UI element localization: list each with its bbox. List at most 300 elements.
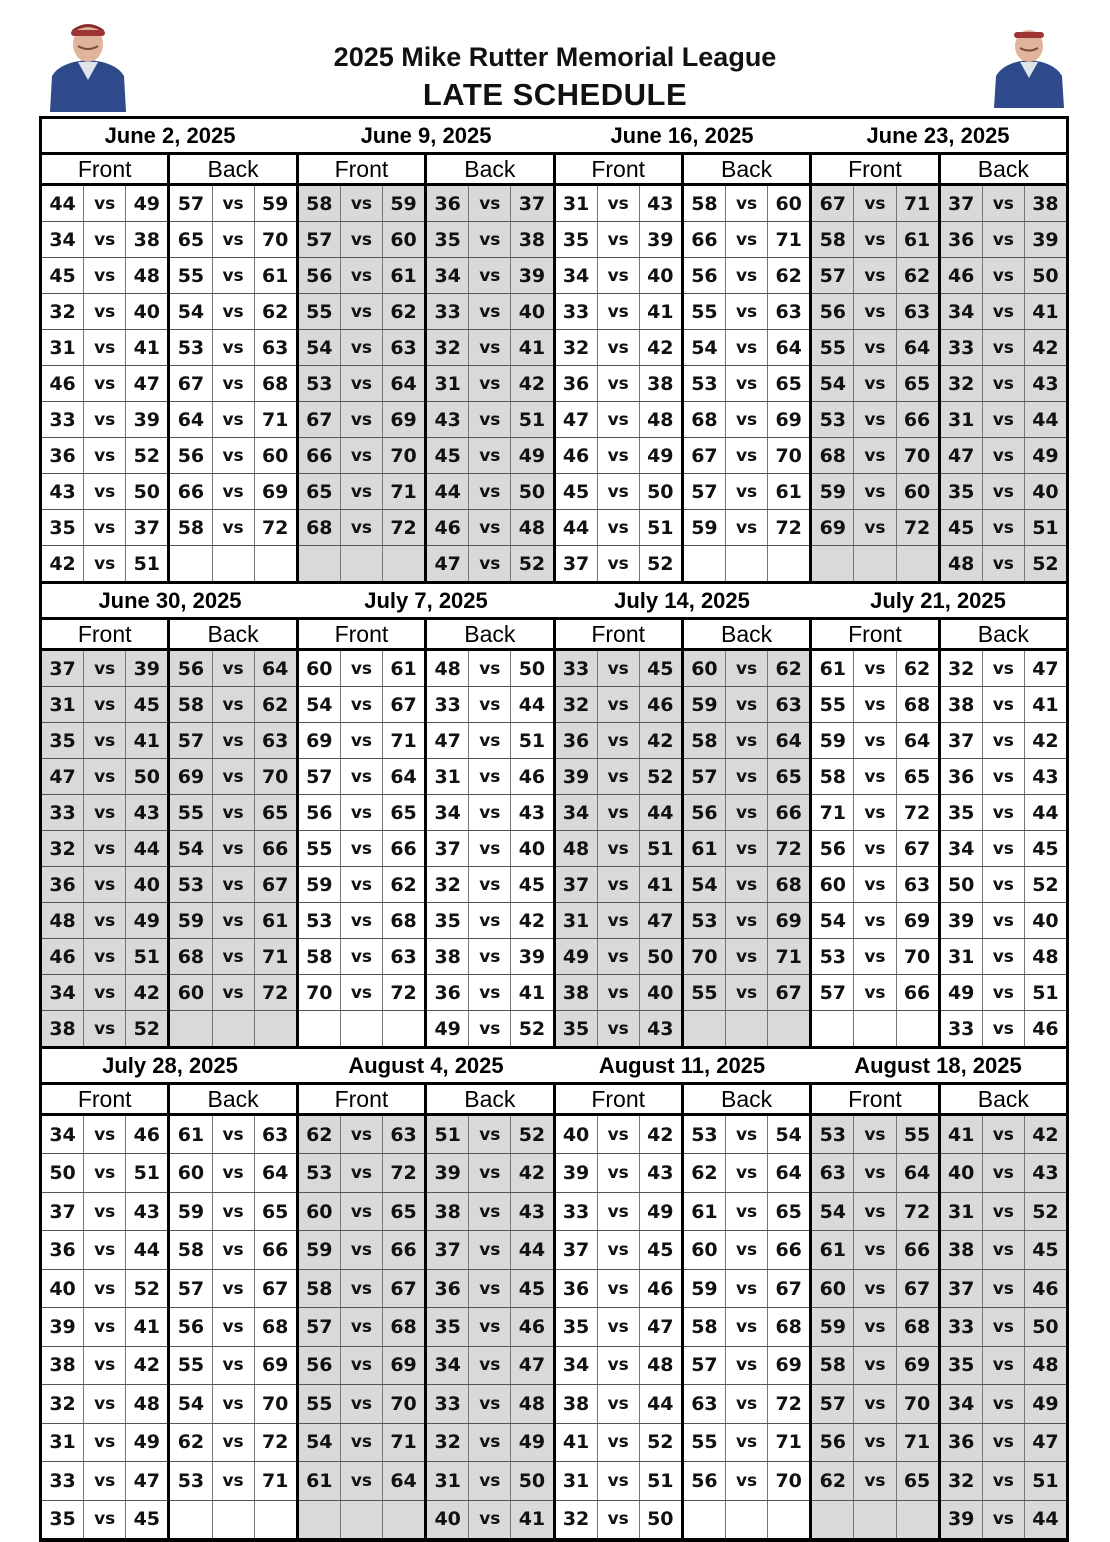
team-a: 58 <box>170 687 212 722</box>
matchup-row <box>684 651 809 687</box>
matchup-row <box>556 1501 681 1538</box>
vs-label: vs <box>213 366 255 401</box>
vs-label: vs <box>726 1347 768 1384</box>
team-b: 70 <box>775 444 802 467</box>
team-b: 47 <box>518 1354 546 1377</box>
team-a: 66 <box>299 438 341 473</box>
vs-label: vs <box>469 1385 511 1422</box>
vs-label: vs <box>726 1462 768 1499</box>
team-b <box>897 1501 938 1538</box>
team-a: 36 <box>42 438 84 473</box>
vs-label: vs <box>213 474 255 509</box>
team-a: 58 <box>299 939 341 974</box>
team-b: 68 <box>903 1315 931 1338</box>
matchup-row <box>684 294 809 330</box>
vs-label: vs <box>726 1308 768 1345</box>
team-a: 58 <box>684 186 726 221</box>
team-a: 49 <box>941 975 983 1010</box>
vs-label: vs <box>598 903 640 938</box>
matchup-row <box>170 1116 295 1154</box>
matchup-row <box>941 1270 1066 1308</box>
team-a: 31 <box>941 402 983 437</box>
matchup-row <box>299 1347 424 1385</box>
team-b: 72 <box>775 516 802 539</box>
matchup-row <box>812 402 937 438</box>
team-a: 38 <box>427 1193 469 1230</box>
vs-label: vs <box>854 651 896 686</box>
team-b: 63 <box>261 336 289 359</box>
vs-label: vs <box>341 1462 383 1499</box>
team-a: 55 <box>170 258 212 293</box>
vs-label: vs <box>726 939 768 974</box>
vs-label: vs <box>84 831 126 866</box>
vs-label: vs <box>983 1116 1025 1153</box>
matchup-row <box>299 723 424 759</box>
team-a: 53 <box>684 903 726 938</box>
team-b: 44 <box>647 801 674 824</box>
team-a: 36 <box>556 1270 598 1307</box>
team-b <box>383 546 424 581</box>
vs-label: vs <box>213 1154 255 1191</box>
matchup-row <box>42 546 167 581</box>
team-a: 39 <box>556 759 598 794</box>
team-a: 34 <box>941 1385 983 1422</box>
matchup-row <box>684 474 809 510</box>
team-a: 60 <box>684 651 726 686</box>
team-b: 68 <box>775 1315 802 1338</box>
matchup-row <box>812 222 937 258</box>
vs-label: vs <box>854 1424 896 1461</box>
vs-label: vs <box>469 510 511 545</box>
vs-label: vs <box>213 1424 255 1461</box>
vs-label: vs <box>469 402 511 437</box>
team-a: 38 <box>556 975 598 1010</box>
matchup-row <box>299 1116 424 1154</box>
matchup-row <box>556 438 681 474</box>
team-b: 41 <box>647 300 674 323</box>
team-a: 33 <box>42 1462 84 1499</box>
team-b: 50 <box>647 1508 674 1531</box>
team-a: 59 <box>170 903 212 938</box>
matchup-row <box>299 1154 424 1192</box>
vs-label: vs <box>84 759 126 794</box>
team-a: 54 <box>170 831 212 866</box>
team-a: 46 <box>42 366 84 401</box>
team-a: 39 <box>941 1501 983 1538</box>
matchup-row <box>299 1501 424 1538</box>
team-b: 48 <box>133 264 161 287</box>
matchup-row <box>556 903 681 939</box>
team-a: 59 <box>170 1193 212 1230</box>
vs-label: vs <box>598 258 640 293</box>
side-label: Back <box>170 620 298 648</box>
vs-label: vs <box>84 1193 126 1230</box>
matchup-row <box>427 1116 552 1154</box>
team-a: 53 <box>170 1462 212 1499</box>
side-label: Back <box>941 1085 1069 1113</box>
team-b: 49 <box>1032 444 1059 467</box>
team-a: 36 <box>556 366 598 401</box>
team-b: 39 <box>133 657 161 680</box>
vs-label: vs <box>598 366 640 401</box>
vs-label: vs <box>213 222 255 257</box>
matchup-row <box>941 258 1066 294</box>
vs-label: vs <box>983 1347 1025 1384</box>
matchup-row <box>427 330 552 366</box>
vs-label <box>854 1011 896 1046</box>
matchup-row <box>941 186 1066 222</box>
matchup-row <box>941 546 1066 581</box>
team-a: 35 <box>941 1347 983 1384</box>
vs-label: vs <box>598 1193 640 1230</box>
team-a: 33 <box>556 651 598 686</box>
matchup-row <box>812 1011 937 1046</box>
team-b <box>255 1011 296 1046</box>
matchup-row <box>684 975 809 1011</box>
vs-label: vs <box>213 1193 255 1230</box>
matchup-row <box>42 651 167 687</box>
vs-label: vs <box>469 222 511 257</box>
matchup-row <box>42 438 167 474</box>
matchup-row <box>812 1193 937 1231</box>
team-a: 68 <box>812 438 854 473</box>
team-b: 50 <box>1032 264 1059 287</box>
vs-label: vs <box>84 1116 126 1153</box>
vs-label: vs <box>341 759 383 794</box>
vs-label: vs <box>84 366 126 401</box>
team-b: 62 <box>390 873 417 896</box>
matchup-row <box>427 831 552 867</box>
vs-label: vs <box>341 903 383 938</box>
matchup-row <box>299 1193 424 1231</box>
matchup-row <box>170 366 295 402</box>
vs-label: vs <box>598 1116 640 1153</box>
team-a: 61 <box>812 651 854 686</box>
team-a <box>684 546 726 581</box>
team-a: 56 <box>812 294 854 329</box>
matchup-row <box>299 258 424 294</box>
vs-label <box>341 546 383 581</box>
vs-label: vs <box>213 939 255 974</box>
team-a: 31 <box>941 939 983 974</box>
team-b: 67 <box>390 693 417 716</box>
team-a: 54 <box>170 294 212 329</box>
team-b: 70 <box>775 1469 802 1492</box>
vs-label: vs <box>854 1462 896 1499</box>
team-b: 68 <box>390 909 417 932</box>
matchup-row <box>170 975 295 1011</box>
team-b: 66 <box>390 1239 417 1262</box>
vs-label: vs <box>598 651 640 686</box>
team-b: 52 <box>647 1431 674 1454</box>
matchup-row <box>299 510 424 546</box>
matchups-grid <box>39 1116 1069 1538</box>
schedule-grid <box>39 116 1069 1542</box>
matchup-row <box>556 294 681 330</box>
side-label: Front <box>556 155 684 183</box>
team-b: 61 <box>390 264 417 287</box>
team-b: 48 <box>1032 945 1059 968</box>
matchups-grid <box>39 651 1069 1046</box>
matchup-row <box>812 651 937 687</box>
matchup-row <box>427 975 552 1011</box>
team-b: 66 <box>775 1239 802 1262</box>
matchup-row <box>684 546 809 581</box>
vs-label: vs <box>854 1347 896 1384</box>
vs-label: vs <box>84 651 126 686</box>
team-a: 33 <box>42 795 84 830</box>
vs-label: vs <box>469 366 511 401</box>
team-a: 60 <box>812 867 854 902</box>
matchup-row <box>42 723 167 759</box>
vs-label: vs <box>341 1424 383 1461</box>
team-b: 60 <box>903 480 931 503</box>
matchup-row <box>812 1154 937 1192</box>
team-a: 36 <box>427 975 469 1010</box>
team-a: 53 <box>684 1116 726 1153</box>
matchup-row <box>556 1116 681 1154</box>
matchup-row <box>170 186 295 222</box>
matchup-row <box>684 723 809 759</box>
vs-label: vs <box>854 723 896 758</box>
matchup-row <box>427 1385 552 1423</box>
matchup-row <box>42 903 167 939</box>
team-b: 50 <box>1032 1315 1059 1338</box>
matchup-row <box>941 939 1066 975</box>
matchup-row <box>556 1308 681 1346</box>
team-b: 59 <box>261 192 289 215</box>
team-b: 70 <box>390 1392 417 1415</box>
team-a: 35 <box>427 1308 469 1345</box>
vs-label: vs <box>213 1308 255 1345</box>
matchup-row <box>170 903 295 939</box>
matchup-row <box>941 1385 1066 1423</box>
team-b: 64 <box>390 765 417 788</box>
week-date: June 30, 2025 <box>98 588 242 613</box>
vs-label: vs <box>983 1011 1025 1046</box>
team-b: 72 <box>390 516 417 539</box>
vs-label: vs <box>469 1308 511 1345</box>
team-b: 71 <box>261 408 289 431</box>
vs-label: vs <box>983 402 1025 437</box>
team-b: 64 <box>903 336 931 359</box>
team-a: 53 <box>684 366 726 401</box>
matchup-row <box>427 294 552 330</box>
team-b: 62 <box>775 264 802 287</box>
team-a: 38 <box>427 939 469 974</box>
vs-label: vs <box>983 831 1025 866</box>
matchup-row <box>299 1011 424 1046</box>
vs-label: vs <box>341 831 383 866</box>
matchup-row <box>42 294 167 330</box>
vs-label: vs <box>726 1154 768 1191</box>
matchup-row <box>170 222 295 258</box>
team-b: 63 <box>390 1123 417 1146</box>
vs-label: vs <box>84 222 126 257</box>
team-a: 57 <box>812 975 854 1010</box>
team-a: 60 <box>170 975 212 1010</box>
vs-label: vs <box>726 438 768 473</box>
vs-label: vs <box>983 330 1025 365</box>
team-a: 33 <box>941 1011 983 1046</box>
vs-label: vs <box>469 687 511 722</box>
team-b: 41 <box>133 1315 161 1338</box>
team-a: 68 <box>684 402 726 437</box>
team-b: 68 <box>903 693 931 716</box>
team-b: 50 <box>518 657 546 680</box>
matchup-row <box>941 795 1066 831</box>
team-a: 33 <box>556 294 598 329</box>
team-a: 31 <box>427 1462 469 1499</box>
team-a: 31 <box>427 759 469 794</box>
vs-label: vs <box>213 1231 255 1268</box>
team-a: 31 <box>42 1424 84 1461</box>
team-a: 32 <box>427 867 469 902</box>
team-a: 57 <box>684 474 726 509</box>
team-a: 57 <box>299 1308 341 1345</box>
matchup-row <box>684 903 809 939</box>
vs-label: vs <box>598 1308 640 1345</box>
matchup-column <box>809 1116 937 1538</box>
vs-label: vs <box>469 1231 511 1268</box>
vs-label: vs <box>469 186 511 221</box>
matchup-row <box>941 903 1066 939</box>
vs-label: vs <box>854 831 896 866</box>
matchup-row <box>556 723 681 759</box>
team-b: 62 <box>903 264 931 287</box>
matchup-row <box>299 1308 424 1346</box>
team-b: 71 <box>390 729 417 752</box>
vs-label: vs <box>598 474 640 509</box>
matchup-row <box>42 975 167 1011</box>
vs-label: vs <box>213 294 255 329</box>
team-a: 35 <box>556 1011 598 1046</box>
matchup-row <box>812 474 937 510</box>
team-a: 35 <box>427 903 469 938</box>
matchup-row <box>42 186 167 222</box>
vs-label: vs <box>469 1011 511 1046</box>
matchup-row <box>299 651 424 687</box>
team-a: 57 <box>684 1347 726 1384</box>
team-a: 62 <box>812 1462 854 1499</box>
matchup-row <box>941 1011 1066 1046</box>
team-a <box>170 1501 212 1538</box>
vs-label: vs <box>469 546 511 581</box>
team-b: 71 <box>903 1431 931 1454</box>
side-label: Front <box>812 620 940 648</box>
team-a: 55 <box>170 1347 212 1384</box>
team-a: 36 <box>427 186 469 221</box>
team-a: 32 <box>42 294 84 329</box>
matchup-row <box>42 1231 167 1269</box>
team-a <box>812 546 854 581</box>
team-b: 52 <box>1032 552 1059 575</box>
vs-label: vs <box>598 546 640 581</box>
matchup-row <box>812 867 937 903</box>
team-b: 49 <box>518 444 546 467</box>
vs-label: vs <box>983 1501 1025 1538</box>
team-b: 43 <box>647 192 674 215</box>
side-header-row <box>39 1082 1069 1116</box>
team-a: 53 <box>299 1154 341 1191</box>
team-b: 69 <box>390 1354 417 1377</box>
side-label: Front <box>556 1085 684 1113</box>
matchup-column <box>938 1116 1069 1538</box>
team-a <box>812 1501 854 1538</box>
vs-label: vs <box>341 1385 383 1422</box>
schedule-block <box>39 581 1069 1046</box>
team-a: 37 <box>427 1231 469 1268</box>
vs-label: vs <box>84 687 126 722</box>
vs-label: vs <box>854 186 896 221</box>
team-b: 42 <box>133 981 161 1004</box>
team-b: 41 <box>1032 693 1059 716</box>
vs-label: vs <box>84 903 126 938</box>
team-a: 33 <box>556 1193 598 1230</box>
matchup-row <box>556 186 681 222</box>
week-date: June 2, 2025 <box>104 123 236 148</box>
vs-label: vs <box>854 1116 896 1153</box>
matchup-row <box>42 222 167 258</box>
team-a: 62 <box>170 1424 212 1461</box>
team-a: 53 <box>299 903 341 938</box>
vs-label: vs <box>341 1116 383 1153</box>
team-b: 65 <box>775 1200 802 1223</box>
vs-label: vs <box>341 294 383 329</box>
matchup-row <box>684 1154 809 1192</box>
team-b: 65 <box>390 801 417 824</box>
vs-label: vs <box>469 723 511 758</box>
team-a: 54 <box>812 1193 854 1230</box>
vs-label: vs <box>469 1193 511 1230</box>
matchup-row <box>299 294 424 330</box>
matchup-row <box>812 438 937 474</box>
matchup-row <box>684 759 809 795</box>
team-b: 38 <box>647 372 674 395</box>
vs-label: vs <box>84 1424 126 1461</box>
matchup-row <box>299 222 424 258</box>
matchup-row <box>299 975 424 1011</box>
side-label: Front <box>812 1085 940 1113</box>
team-b: 64 <box>775 729 802 752</box>
matchups-grid <box>39 186 1069 581</box>
date-header-row <box>39 1049 1069 1082</box>
team-a: 47 <box>427 546 469 581</box>
team-b: 69 <box>261 1354 289 1377</box>
matchup-row <box>812 1501 937 1538</box>
team-a: 56 <box>684 258 726 293</box>
matchup-row <box>42 939 167 975</box>
matchup-column <box>296 1116 424 1538</box>
vs-label: vs <box>598 759 640 794</box>
matchup-column <box>167 186 295 581</box>
vs-label: vs <box>726 831 768 866</box>
vs-label: vs <box>983 294 1025 329</box>
matchup-row <box>812 258 937 294</box>
matchup-row <box>941 330 1066 366</box>
team-a: 40 <box>42 1270 84 1307</box>
matchup-row <box>299 1462 424 1500</box>
team-a: 39 <box>556 1154 598 1191</box>
team-b: 41 <box>133 336 161 359</box>
vs-label: vs <box>469 1270 511 1307</box>
team-b: 66 <box>903 1239 931 1262</box>
vs-label: vs <box>469 1154 511 1191</box>
team-b: 51 <box>133 1162 161 1185</box>
team-a: 61 <box>684 1193 726 1230</box>
team-a: 59 <box>812 723 854 758</box>
team-b: 52 <box>133 1017 161 1040</box>
